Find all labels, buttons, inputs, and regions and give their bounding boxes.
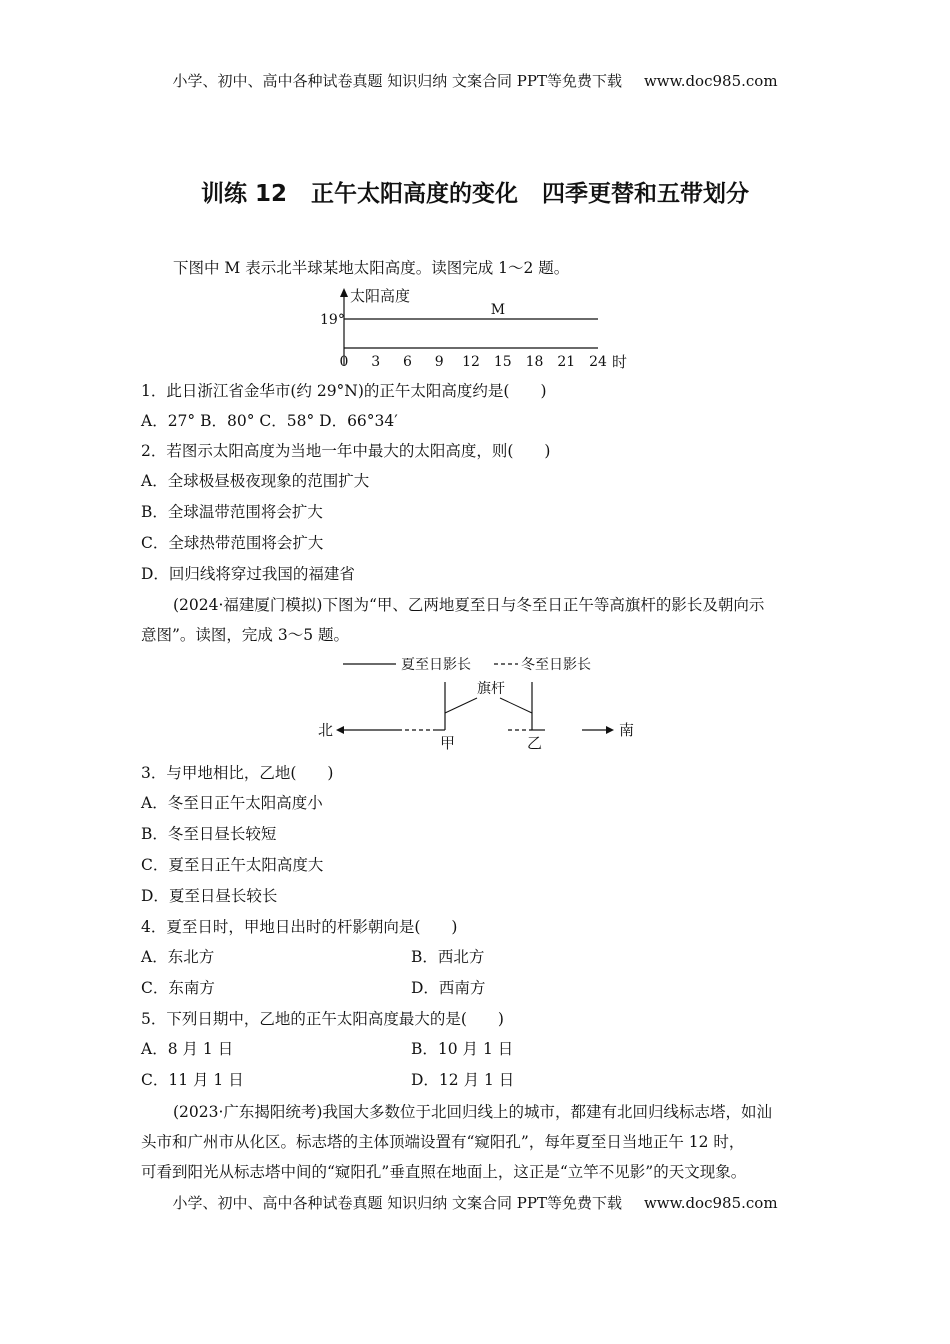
q2-option-b: B．全球温带范围将会扩大: [141, 503, 323, 521]
q2-option-c: C．全球热带范围将会扩大: [141, 534, 324, 552]
header-text: 小学、初中、高中各种试卷真题 知识归纳 文案合同 PPT等免费下载: [172, 72, 622, 90]
page-header: [0, 70, 950, 91]
header-site: www.doc985.com: [643, 72, 778, 90]
x-tick-label: 21: [557, 354, 576, 370]
title-part2: 正午太阳高度的变化: [311, 181, 518, 207]
legend-summer-label: 夏至日影长: [401, 657, 471, 673]
q3-option-b: B．冬至日昼长较短: [141, 825, 277, 843]
x-tick-labels: [340, 354, 607, 370]
north-label: 北: [318, 721, 334, 739]
q4-option-c: C．东南方: [141, 979, 215, 997]
flagpole-shadow-diagram: [0, 652, 950, 752]
page-title: [0, 175, 950, 208]
q3-option-d: D．夏至日昼长较长: [141, 887, 278, 905]
q1-options: A．27° B．80° C．58° D．66°34′: [141, 412, 398, 430]
q3-stem: 3．与甲地相比，乙地( ): [141, 764, 334, 782]
y-axis-arrow: [340, 288, 348, 297]
q4-option-a: A．东北方: [141, 948, 215, 966]
q5-option-d: D．12 月 1 日: [411, 1071, 515, 1089]
footer-text: 小学、初中、高中各种试卷真题 知识归纳 文案合同 PPT等免费下载: [172, 1194, 622, 1212]
north-arrow-head: [336, 726, 344, 734]
q2-stem: 2．若图示太阳高度为当地一年中最大的太阳高度，则( ): [141, 442, 551, 460]
x-tick-label: 15: [493, 354, 512, 370]
sun-altitude-chart: [0, 284, 950, 374]
q4-options-row1: [141, 947, 485, 967]
y-tick-label: 19°: [320, 312, 345, 328]
south-label: 南: [619, 721, 635, 739]
title-part1: 训练 12: [200, 181, 287, 207]
pointer-jia: [445, 698, 477, 713]
q1-stem: 1．此日浙江省金华市(约 29°N)的正午太阳高度约是( ): [141, 382, 547, 400]
intro-3-line3: 可看到阳光从标志塔中间的“窥阳孔”垂直照在地面上，这正是“立竿不见影”的天文现象。: [141, 1163, 747, 1181]
x-axis-label: 时: [612, 353, 628, 371]
footer-site: www.doc985.com: [643, 1194, 778, 1212]
series-label-m: M: [490, 302, 506, 318]
intro-3-line2: 头市和广州市从化区。标志塔的主体顶端设置有“窥阳孔”，每年夏至日当地正午 12 时，: [141, 1133, 745, 1151]
intro-3-line1: (2023·广东揭阳统考)我国大多数位于北回归线上的城市，都建有北回归线标志塔，如汕: [173, 1103, 772, 1121]
yi-label: 乙: [527, 734, 543, 752]
q4-options-row2: [141, 978, 486, 998]
x-tick-label: 6: [403, 354, 412, 370]
q4-option-d: D．西南方: [411, 979, 486, 997]
q5-option-a: A．8 月 1 日: [141, 1040, 234, 1058]
q5-options-row2: [141, 1070, 515, 1090]
q3-option-c: C．夏至日正午太阳高度大: [141, 856, 324, 874]
south-arrow-head: [606, 726, 614, 734]
q3-option-a: A．冬至日正午太阳高度小: [141, 794, 323, 812]
page-footer: [0, 1192, 950, 1213]
intro-2-line2: 意图”。读图，完成 3～5 题。: [141, 626, 350, 644]
x-tick-label: 12: [462, 354, 480, 370]
flagpole-label: 旗杆: [477, 681, 505, 697]
legend-winter-label: 冬至日影长: [521, 657, 591, 673]
intro-2-line1: (2024·福建厦门模拟)下图为“甲、乙两地夏至日与冬至日正午等高旗杆的影长及朝向示: [173, 596, 765, 614]
pointer-yi: [500, 698, 532, 713]
x-tick-label: 24: [589, 354, 607, 370]
q2-option-d: D．回归线将穿过我国的福建省: [141, 565, 355, 583]
intro-1: 下图中 M 表示北半球某地太阳高度。读图完成 1～2 题。: [173, 259, 570, 277]
x-tick-label: 9: [434, 354, 444, 370]
jia-label: 甲: [440, 734, 456, 752]
q5-stem: 5．下列日期中，乙地的正午太阳高度最大的是( ): [141, 1010, 504, 1028]
x-tick-label: 0: [339, 354, 349, 370]
q4-stem: 4．夏至日时，甲地日出时的杆影朝向是( ): [141, 918, 458, 936]
q5-options-row1: [141, 1039, 514, 1059]
x-tick-label: 18: [525, 354, 544, 370]
q5-option-b: B．10 月 1 日: [411, 1040, 514, 1058]
q5-option-c: C．11 月 1 日: [141, 1071, 244, 1089]
q2-option-a: A．全球极昼极夜现象的范围扩大: [141, 472, 370, 490]
q4-option-b: B．西北方: [411, 948, 485, 966]
title-part3: 四季更替和五带划分: [542, 181, 749, 207]
y-axis-label: 太阳高度: [350, 287, 411, 305]
x-tick-label: 3: [371, 354, 381, 370]
